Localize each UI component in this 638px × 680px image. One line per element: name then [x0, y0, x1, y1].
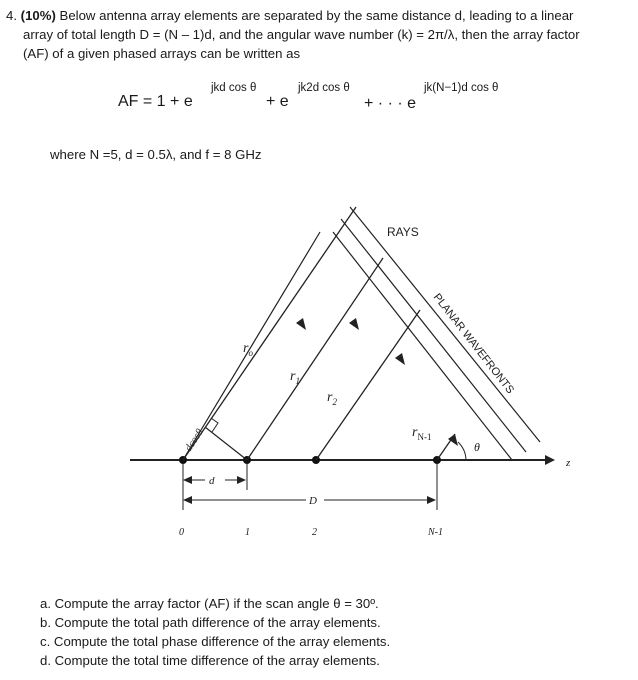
element-label-2: 2 [312, 527, 317, 538]
rays-label: RAYS [387, 225, 419, 239]
wavefront-2 [341, 219, 526, 452]
theta-arc [458, 442, 466, 460]
question-line-2: array of total length D = (N – 1)d, and the angular wave number (k) = 2π/λ, then the array factor [23, 27, 580, 42]
ray-rn-arrow-icon [448, 434, 458, 446]
wavefront-1 [350, 207, 540, 442]
equation-exponent-2: jk2d cos θ [298, 82, 350, 94]
part-d: d. Compute the total time difference of the array elements. [40, 653, 380, 668]
dcos-label: dcosθ [183, 427, 206, 454]
ray-r0 [183, 207, 356, 460]
equation-term-2: + e [266, 93, 289, 110]
ray-r2 [316, 310, 420, 460]
part-b: b. Compute the total path difference of the array elements. [40, 615, 381, 630]
question-line-3: (AF) of a given phased arrays can be written as [23, 46, 301, 61]
right-angle-mark [211, 418, 218, 432]
equation-exponent-1: jkd cos θ [211, 82, 257, 94]
wavefronts-label: PLANAR WAVEFRONTS [430, 291, 517, 397]
rn-label: $r_{N-1}$ [412, 425, 432, 442]
z-axis-label: z [566, 457, 571, 469]
ray-r2-arrow-icon [395, 353, 405, 365]
r0-label: $r_o$ [243, 341, 253, 358]
wavefront-3 [333, 232, 512, 460]
element-label-n: N-1 [428, 527, 443, 538]
equation-lhs: AF = 1 + e [118, 93, 193, 110]
question-number: 4. [6, 8, 17, 23]
question-weight: (10%) [20, 8, 56, 23]
r2-label: $r_2$ [327, 390, 337, 407]
wavefront-reference [183, 232, 320, 460]
ray-r1-arrow-icon [349, 318, 359, 330]
question-text-1: Below antenna array elements are separated by the same distance d, leading to a linear [59, 8, 574, 23]
part-a: a. Compute the array factor (AF) if the scan angle θ = 30º. [40, 596, 379, 611]
dcos-segment [205, 427, 247, 460]
r1-label: $r_1$ [290, 369, 300, 386]
part-c: c. Compute the total phase difference of the array elements. [40, 634, 391, 649]
theta-label: θ [474, 440, 480, 454]
ray-r1 [247, 258, 383, 460]
z-axis-arrow-icon [545, 455, 555, 465]
element-label-1: 1 [245, 527, 250, 538]
ray-r0-arrow-icon [296, 318, 306, 330]
d-label: d [209, 475, 215, 487]
equation-exponent-n: jk(N−1)d cos θ [424, 82, 499, 94]
element-label-0: 0 [179, 527, 184, 538]
equation-term-n: + · · · e [364, 95, 417, 112]
D-label: D [309, 495, 317, 507]
given-values: where N =5, d = 0.5λ, and f = 8 GHz [50, 147, 262, 162]
